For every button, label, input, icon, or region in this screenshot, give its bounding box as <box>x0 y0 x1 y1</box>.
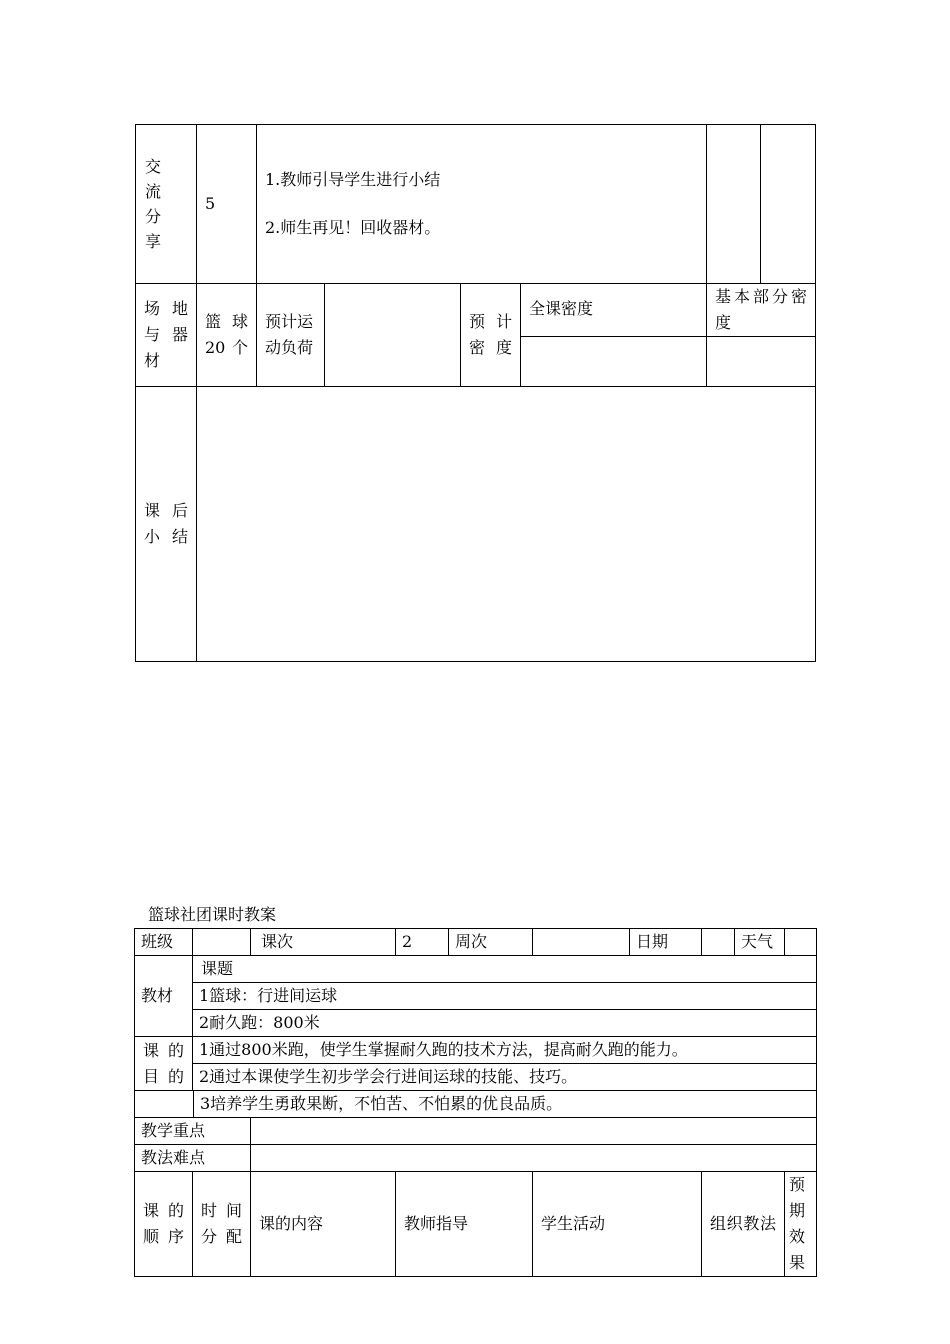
share-section-label <box>136 125 197 284</box>
goal-label-continuation <box>135 1091 194 1117</box>
goal-item-3-text: 3培养学生勇敢果断，不怕苦、不怕累的优良品质。 <box>200 1094 563 1113</box>
column-teacher: 教师指导 <box>396 1172 533 1277</box>
material-title-label: 课题 <box>193 956 817 983</box>
density-label: 预计密度 <box>461 284 521 387</box>
week-value <box>533 929 630 956</box>
goal-item-2: 2通过本课使学生初步学会行进间运球的技能、技巧。 <box>193 1064 817 1091</box>
lesson-number-label: 课次 <box>251 929 396 956</box>
after-class-summary-label: 课后小结 <box>136 387 197 662</box>
lesson-plan-table-1 <box>135 124 816 662</box>
difficulty-label: 教法难点 <box>135 1145 251 1172</box>
share-label-char: 分 <box>145 207 162 226</box>
whole-lesson-density-label: 全课密度 <box>521 284 707 337</box>
share-organize-cell <box>707 125 761 284</box>
lesson-plan-table-2 <box>134 928 817 1277</box>
share-content <box>257 125 707 284</box>
material-item-1: 1篮球：行进间运球 <box>193 983 817 1010</box>
basic-part-density-value <box>707 337 816 387</box>
share-label-char: 享 <box>145 232 162 251</box>
date-value <box>702 929 735 956</box>
lesson-number-value: 2 <box>396 929 449 956</box>
column-content: 课的内容 <box>251 1172 396 1277</box>
date-label: 日期 <box>630 929 702 956</box>
share-effect-cell <box>761 125 816 284</box>
share-label-char: 流 <box>145 182 162 201</box>
column-order: 课的顺序 <box>135 1172 193 1277</box>
goal-item-1: 1通过800米跑，使学生掌握耐久跑的技术方法，提高耐久跑的能力。 <box>193 1037 817 1064</box>
key-point-label: 教学重点 <box>135 1118 251 1145</box>
difficulty-value <box>251 1145 817 1172</box>
column-student: 学生活动 <box>533 1172 702 1277</box>
share-content-line-2: 2.师生再见！回收器材。 <box>265 218 441 237</box>
exercise-load-value <box>325 284 461 387</box>
goal-item-3 <box>135 1091 817 1118</box>
weather-label: 天气 <box>735 929 785 956</box>
exercise-load-label: 预计运动负荷 <box>257 284 325 387</box>
material-label: 教材 <box>135 956 193 1037</box>
column-time: 时间分配 <box>193 1172 251 1277</box>
material-item-2: 2耐久跑：800米 <box>193 1010 817 1037</box>
equipment-value: 篮球20个 <box>197 284 257 387</box>
goal-label: 课的目的 <box>135 1037 193 1091</box>
class-value <box>193 929 251 956</box>
share-label-char: 交 <box>145 157 162 176</box>
share-time: 5 <box>197 125 257 284</box>
key-point-value <box>251 1118 817 1145</box>
column-organize: 组织教法 <box>702 1172 785 1277</box>
share-content-line-1: 1.教师引导学生进行小结 <box>265 170 441 189</box>
basic-part-density-label: 基本部分密度 <box>707 284 816 337</box>
lesson-plan-caption: 篮球社团课时教案 <box>148 905 277 924</box>
column-effect: 预期效果 <box>785 1172 817 1277</box>
weather-value <box>785 929 817 956</box>
venue-equipment-label: 场地与器材 <box>136 284 197 387</box>
week-label: 周次 <box>449 929 533 956</box>
whole-lesson-density-value <box>521 337 707 387</box>
class-label: 班级 <box>135 929 193 956</box>
after-class-summary-content <box>197 387 816 662</box>
